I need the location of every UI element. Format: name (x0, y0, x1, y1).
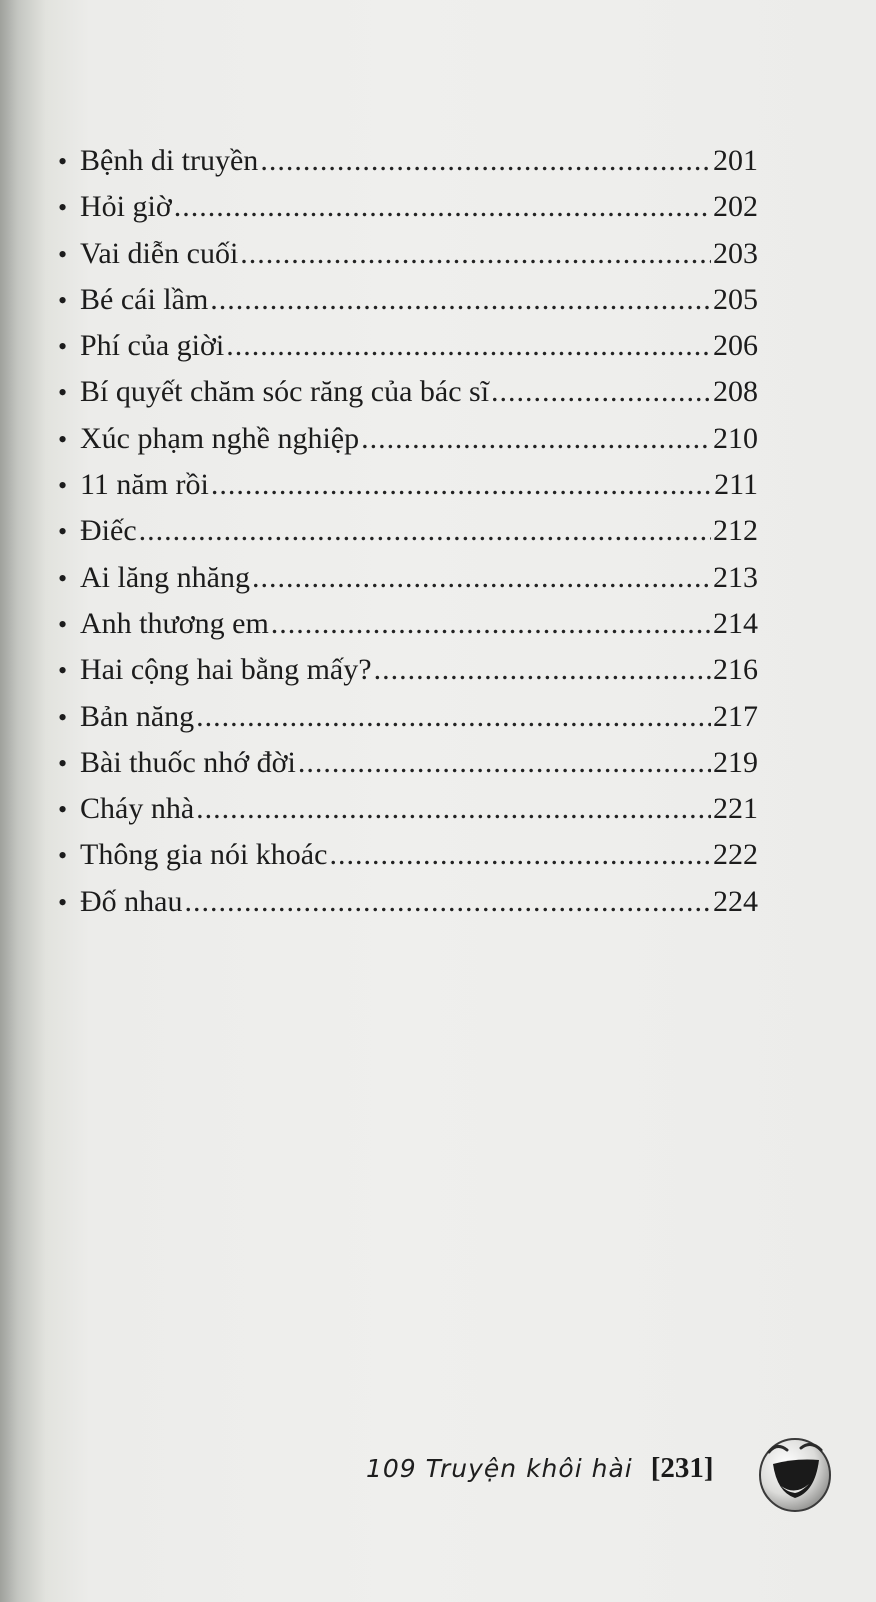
toc-entry-page: 210 (713, 421, 758, 455)
toc-entry-page: 212 (713, 514, 758, 548)
toc-entry (58, 601, 758, 647)
toc-entry-title: Xúc phạm nghề nghiệp (80, 421, 360, 455)
toc-entry-title: Thông gia nói khoác (80, 838, 328, 872)
toc-entry-page: 203 (713, 236, 758, 270)
bullet: • (58, 332, 68, 362)
toc-entry-title: Điếc (80, 514, 137, 548)
dot-leader (211, 462, 712, 508)
bullet: • (58, 471, 68, 501)
toc-entry (58, 694, 758, 740)
toc-entry-page: 221 (713, 792, 758, 826)
toc-entry-page: 201 (713, 144, 758, 177)
dot-leader (298, 740, 711, 786)
toc-entry-title: Cháy nhà (80, 792, 195, 826)
toc-entry (58, 740, 758, 786)
book-title: 109 Truyện khôi hài (366, 1454, 633, 1483)
dot-leader (252, 555, 711, 601)
dot-leader (329, 832, 711, 878)
dot-leader (491, 369, 711, 415)
bullet: • (58, 193, 68, 223)
toc-entry (58, 277, 758, 323)
toc-entry (58, 555, 758, 601)
table-of-contents (58, 138, 758, 925)
bullet: • (58, 285, 68, 315)
toc-entry-title: Hỏi giờ (80, 190, 172, 224)
toc-entry (58, 323, 758, 369)
toc-entry (58, 231, 758, 277)
toc-entry (58, 138, 758, 184)
laughing-face-icon (755, 1430, 835, 1515)
bullet: • (58, 563, 68, 593)
toc-entry (58, 832, 758, 878)
toc-entry-page: 222 (713, 838, 758, 872)
dot-leader (196, 694, 711, 740)
bullet: • (58, 239, 68, 269)
toc-entry (58, 462, 758, 508)
page-number: [231] (650, 1452, 714, 1484)
dot-leader (196, 786, 711, 832)
dot-leader (240, 231, 711, 277)
bullet: • (58, 147, 68, 176)
toc-entry (58, 416, 758, 462)
toc-entry-page: 214 (713, 606, 758, 640)
dot-leader (361, 416, 711, 462)
toc-entry-page: 213 (713, 560, 758, 594)
toc-entry-page: 219 (713, 745, 758, 779)
dot-leader (226, 323, 711, 369)
bullet: • (58, 748, 68, 778)
toc-entry-page: 217 (713, 699, 758, 733)
bullet: • (58, 702, 68, 732)
toc-entry-page: 216 (713, 653, 758, 687)
toc-entry-title: Bí quyết chăm sóc răng của bác sĩ (80, 375, 490, 409)
toc-entry-title: Bài thuốc nhớ đời (80, 745, 296, 779)
toc-entry-page: 202 (713, 190, 758, 224)
dot-leader (374, 647, 711, 693)
toc-entry-title: Ai lăng nhăng (80, 560, 250, 594)
dot-leader (260, 138, 711, 184)
bullet: • (58, 841, 68, 871)
toc-entry (58, 369, 758, 415)
bullet: • (58, 656, 68, 686)
toc-entry-page: 205 (713, 282, 758, 316)
page-footer (366, 1452, 714, 1485)
toc-entry-title: Bé cái lầm (80, 282, 209, 316)
dot-leader (174, 184, 711, 230)
bullet: • (58, 609, 68, 639)
toc-entry (58, 647, 758, 693)
bullet: • (58, 517, 68, 547)
bullet: • (58, 378, 68, 408)
toc-entry-title: Bản năng (80, 699, 195, 733)
dot-leader (184, 879, 711, 925)
dot-leader (271, 601, 711, 647)
toc-entry (58, 786, 758, 832)
toc-entry (58, 508, 758, 554)
toc-entry (58, 184, 758, 230)
toc-entry-title: Phí của giời (80, 329, 225, 363)
bullet: • (58, 795, 68, 825)
toc-entry-page: 224 (713, 884, 758, 918)
toc-entry-page: 208 (713, 375, 758, 409)
dot-leader (139, 508, 711, 554)
toc-entry-title: Bệnh di truyền (80, 144, 259, 177)
dot-leader (210, 277, 711, 323)
toc-entry-title: Đố nhau (80, 884, 183, 918)
toc-entry-title: Anh thương em (80, 606, 269, 640)
toc-entry-title: Hai cộng hai bằng mấy? (80, 653, 372, 687)
bullet: • (58, 424, 68, 454)
toc-entry-title: 11 năm rồi (80, 468, 209, 502)
toc-entry (58, 879, 758, 925)
bullet: • (58, 887, 68, 917)
toc-entry-title: Vai diễn cuối (80, 236, 239, 270)
toc-entry-page: 206 (713, 329, 758, 363)
toc-entry-page: 211 (714, 468, 758, 502)
